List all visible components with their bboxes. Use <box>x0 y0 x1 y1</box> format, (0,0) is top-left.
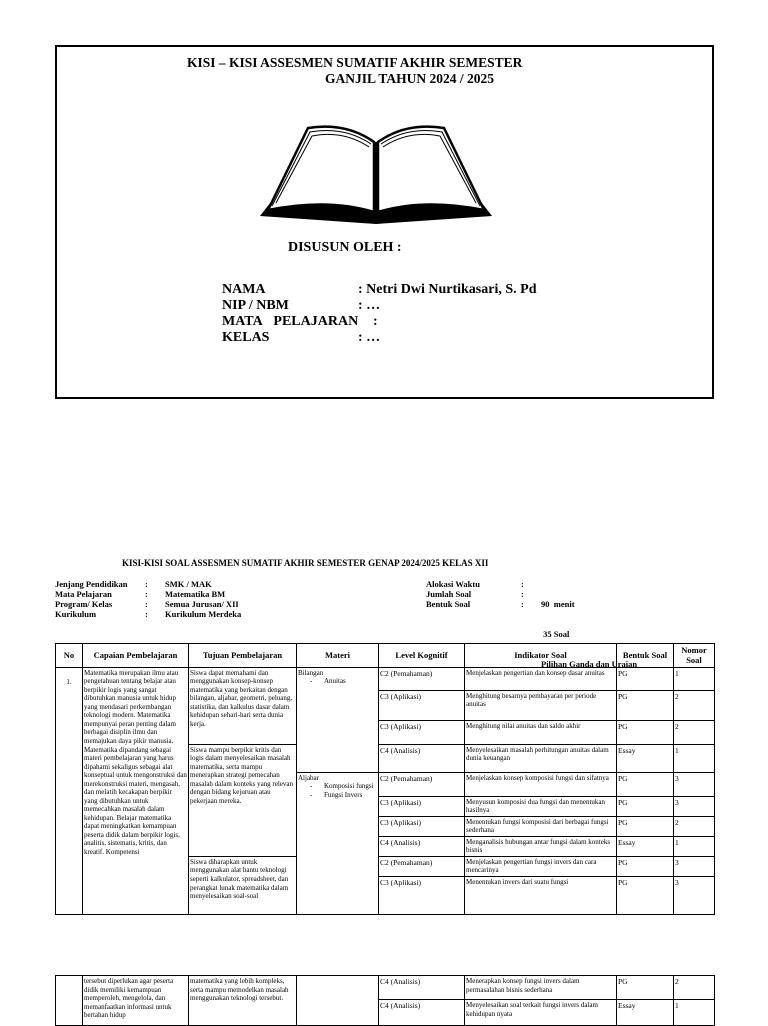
meta-label: Bentuk Soal <box>426 599 471 609</box>
indikator-cell: Menyelesaikan soal terkait fungsi invers dalam kehidupan nyata <box>465 1000 617 1026</box>
meta-right-separators <box>521 579 524 609</box>
meta-label: Mata Pelajaran <box>55 589 112 599</box>
bentuk-cell: PG <box>617 876 674 914</box>
meta-label: Program/ Kelas <box>55 599 113 609</box>
level-cell: C3 (Aplikasi) <box>379 876 465 914</box>
tujuan-cell: Siswa mampu berpikir kritis dan logis dalam menyelesaikan masalah matematika, serta mampu menerapkan strategi pemecahan masalah dalam konteks yang relevan dengan bidang kejuruan atau pekerjaan mereka. <box>189 744 297 856</box>
bentuk-cell: PG <box>617 772 674 796</box>
nomor-cell: 1 <box>674 667 715 690</box>
indikator-cell: Menghitung nilai anuitas dan saldo akhir <box>465 720 617 744</box>
meta-label: Jumlah Soal <box>426 589 472 599</box>
field-name-value: : Netri Dwi Nurtikasari, S. Pd <box>358 282 537 297</box>
materi-list <box>298 677 377 686</box>
materi-item: - Anuitas <box>310 677 377 686</box>
meta-value: Semua Jurusan/ XII <box>165 599 239 609</box>
meta-value: 90 menit <box>541 599 575 609</box>
nomor-cell: 2 <box>674 816 715 836</box>
meta-sep: : <box>145 609 148 619</box>
materi-cell <box>297 976 379 1026</box>
kisi-kisi-table-continued <box>55 975 715 1026</box>
indikator-cell: Menyusun komposisi dua fungsi dan menentukan hasilnya <box>465 796 617 816</box>
meta-left-values <box>165 579 241 619</box>
meta-value: 35 Soal <box>541 629 570 639</box>
meta-left-labels <box>55 579 128 619</box>
level-cell: C2 (Pemahaman) <box>379 667 465 690</box>
tujuan-cell: matematika yang lebih kompleks, serta mampu memodelkan masalah menggunakan teknologi tersebut. <box>189 976 297 1026</box>
meta-label: Jenjang Pendidikan <box>55 579 128 589</box>
document-title: KISI-KISI SOAL ASSESMEN SUMATIF AKHIR SEMESTER GENAP 2024/2025 KELAS XII <box>122 558 489 568</box>
col-header-nomor: Nomor Soal <box>674 644 715 668</box>
materi-item: - Komposisi fungsi <box>310 782 377 791</box>
indikator-cell: Menjelaskan konsep komposisi fungsi dan sifatnya <box>465 772 617 796</box>
field-nip-value: : … <box>358 298 381 313</box>
meta-value: Matematika BM <box>165 589 226 599</box>
field-class-value: : … <box>358 330 381 345</box>
level-cell: C4 (Analisis) <box>379 1000 465 1026</box>
meta-label: Kurikulum <box>55 609 97 619</box>
indikator-cell: Menentukan fungsi komposisi dari berbagai fungsi sederhana <box>465 816 617 836</box>
meta-sep: : <box>521 599 524 609</box>
level-cell: C4 (Analisis) <box>379 976 465 1000</box>
row-number <box>56 976 83 1026</box>
level-cell: C2 (Pemahaman) <box>379 772 465 796</box>
bentuk-cell: PG <box>617 720 674 744</box>
col-header-tujuan: Tujuan Pembelajaran <box>189 644 297 668</box>
meta-value: Kurikulum Merdeka <box>165 609 242 619</box>
nomor-cell: 3 <box>674 856 715 876</box>
materi-group-title: Bilangan <box>298 668 324 677</box>
field-subject-label: MATA PELAJARAN <box>222 314 359 329</box>
cover-title-line1: KISI – KISI ASSESMEN SUMATIF AKHIR SEMESTER <box>187 55 523 70</box>
materi-group-title: Aljabar <box>298 773 319 782</box>
bentuk-cell: PG <box>617 816 674 836</box>
indikator-cell: Menyelesaikan masalah perhitungan anuitas dalam dunia keuangan <box>465 744 617 772</box>
level-cell: C3 (Aplikasi) <box>379 816 465 836</box>
indikator-cell: Menghitung besarnya pembayaran per periode anuitas <box>465 690 617 720</box>
indikator-cell: Menjelaskan pengertian fungsi invers dan cara mencarinya <box>465 856 617 876</box>
cover-title-line2: GANJIL TAHUN 2024 / 2025 <box>325 71 495 86</box>
indikator-cell: Menerapkan konsep fungsi invers dalam permasalahan bisnis sederhana <box>465 976 617 1000</box>
kisi-kisi-table <box>55 643 715 915</box>
capaian-cell: tersebut diperlukan agar peserta didik memiliki kemampuan memperoleh, mengelola, dan memanfaatkan informasi untuk bertahan hidup <box>83 976 189 1026</box>
level-cell: C3 (Aplikasi) <box>379 796 465 816</box>
capaian-cell: Matematika merupakan ilmu atau pengetahuan tentang belajar atau berpikir logis yang sangat dibutuhkan manusia untuk hidup yang mendasari perkembangan teknologi modern. Matematika mempunyai peran penting dalam berbagai disiplin ilmu dan memajukan daya pikir manusia. Matematika dipandang sebagai materi pembelajaran yang harus dipahami sekaligus sebagai alat konseptual untuk mengonstruksi dan merekonstruksi materi, mengasah, dan melatih kecakapan berpikir yang dibutuhkan untuk memecahkan masalah dalam kehidupan. Belajar matematika dapat meningkatkan kemampuan peserta didik dalam berpikir logis, analitis, sistematis, kritis, dan kreatif. Kompetensi <box>83 667 189 914</box>
nomor-cell: 1 <box>674 1000 715 1026</box>
bentuk-cell: PG <box>617 976 674 1000</box>
bentuk-cell: PG <box>617 856 674 876</box>
meta-sep: : <box>145 599 148 609</box>
bentuk-cell: PG <box>617 667 674 690</box>
level-cell: C4 (Analisis) <box>379 836 465 856</box>
meta-label: Alokasi Waktu <box>426 579 480 589</box>
col-header-level: Level Kognitif <box>379 644 465 668</box>
col-header-materi: Materi <box>297 644 379 668</box>
nomor-cell: 1 <box>674 836 715 856</box>
indikator-cell: Menjelaskan pengertian dan konsep dasar anuitas <box>465 667 617 690</box>
level-cell: C2 (Pemahaman) <box>379 856 465 876</box>
row-number: 1. <box>56 667 83 914</box>
indikator-cell: Menganalisis hubungan antar fungsi dalam konteks bisnis <box>465 836 617 856</box>
meta-left-separators <box>145 579 148 619</box>
bentuk-cell: Essay <box>617 744 674 772</box>
bentuk-cell: PG <box>617 796 674 816</box>
materi-list <box>298 782 377 799</box>
meta-sep: : <box>145 579 148 589</box>
tujuan-cell: Siswa dapat memahami dan menggunakan konsep-konsep matematika yang berkaitan dengan bilangan, aljabar, geometri, peluang, statistika, dan kalkulus dasar dalam kehidupan sehari-hari serta dunia kerja. <box>189 667 297 744</box>
indikator-cell: Menentukan invers dari suatu fungsi <box>465 876 617 914</box>
prepared-by-label: DISUSUN OLEH : <box>288 240 402 255</box>
materi-item: - Fungsi Invers <box>310 791 377 800</box>
nomor-cell: 2 <box>674 690 715 720</box>
tujuan-cell: Siswa diharapkan untuk menggunakan alat bantu teknologi seperti kalkulator, spreadsheet, dan perangkat lunak matematika dalam menyelesaikan soal-soal <box>189 856 297 914</box>
meta-sep: : <box>145 589 148 599</box>
field-nip-label: NIP / NBM <box>222 298 289 313</box>
meta-sep: : <box>521 579 524 589</box>
open-book-icon <box>258 120 494 226</box>
nomor-cell: 3 <box>674 876 715 914</box>
nomor-cell: 3 <box>674 796 715 816</box>
level-cell: C3 (Aplikasi) <box>379 720 465 744</box>
nomor-cell: 2 <box>674 720 715 744</box>
field-class-label: KELAS <box>222 330 270 345</box>
field-subject-value: : <box>373 314 378 329</box>
col-header-no: No <box>56 644 83 668</box>
col-header-bentuk: Bentuk Soal <box>617 644 674 668</box>
nomor-cell: 3 <box>674 772 715 796</box>
meta-value: SMK / MAK <box>165 579 212 589</box>
table-row <box>56 667 715 690</box>
bentuk-cell: Essay <box>617 836 674 856</box>
meta-value: Pilihan Ganda dan Uraian <box>541 659 638 669</box>
level-cell: C3 (Aplikasi) <box>379 690 465 720</box>
bentuk-cell: PG <box>617 690 674 720</box>
col-header-indikator: Indikator Soal <box>465 644 617 668</box>
col-header-capaian: Capaian Pembelajaran <box>83 644 189 668</box>
meta-sep: : <box>521 589 524 599</box>
nomor-cell: 1 <box>674 744 715 772</box>
materi-cell-aljabar <box>297 772 379 914</box>
materi-cell-bilangan <box>297 667 379 772</box>
table-row <box>56 976 715 1000</box>
nomor-cell: 2 <box>674 976 715 1000</box>
level-cell: C4 (Analisis) <box>379 744 465 772</box>
bentuk-cell: Essay <box>617 1000 674 1026</box>
field-name-label: NAMA <box>222 282 266 297</box>
table-header-row <box>56 644 715 668</box>
meta-right-labels <box>426 579 480 609</box>
